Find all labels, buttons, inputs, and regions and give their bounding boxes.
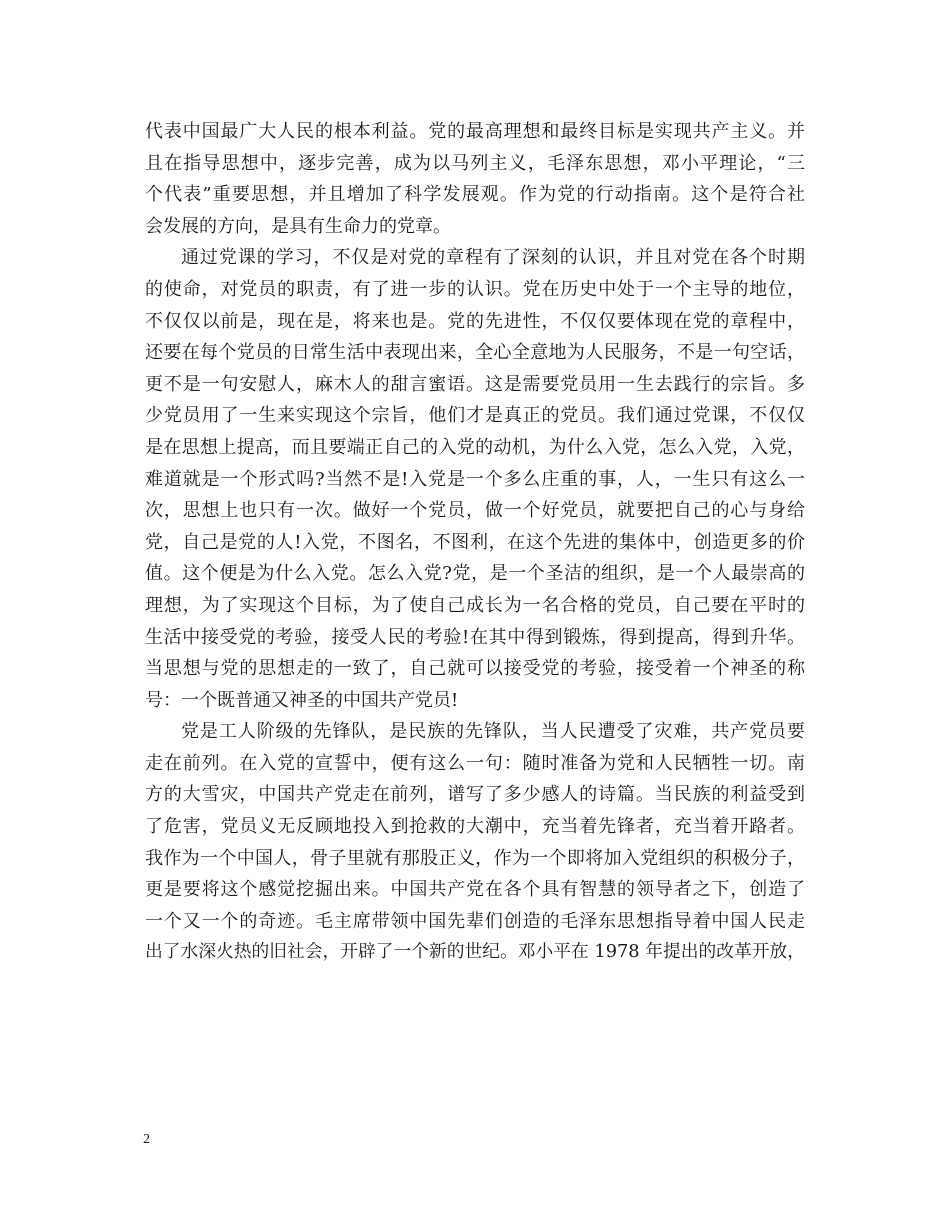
text-line: 难道就是一个形式吗?当然不是!入党是一个多么庄重的事，人，一生只有这么一 (145, 468, 805, 490)
paragraph (145, 116, 805, 242)
text-line: 值。这个便是为什么入党。怎么入党?党，是一个圣洁的组织，是一个人最崇高的 (145, 563, 805, 585)
text-line: 且在指导思想中，逐步完善，成为以马列主义，毛泽东思想，邓小平理论，“三 (145, 152, 805, 174)
text-line: 党，自己是党的人!入党，不图名，不图利，在这个先进的集体中，创造更多的价 (145, 531, 805, 553)
text-line: 个代表”重要思想，并且增加了科学发展观。作为党的行动指南。这个是符合社 (145, 184, 805, 206)
text-line: 一个又一个的奇迹。毛主席带领中国先辈们创造的毛泽东思想指导着中国人民走 (145, 910, 805, 932)
text-line: 当思想与党的思想走的一致了，自己就可以接受党的考验，接受着一个神圣的称 (145, 658, 805, 680)
text-line: 代表中国最广大人民的根本利益。党的最高理想和最终目标是实现共产主义。并 (145, 121, 805, 142)
text-line: 方的大雪灾，中国共产党走在前列，谱写了多少感人的诗篇。当民族的利益受到 (145, 784, 805, 806)
text-line: 理想，为了实现这个目标，为了使自己成长为一名合格的党员，自己要在平时的 (145, 594, 805, 616)
text-line: 是在思想上提高，而且要端正自己的入党的动机，为什么入党，怎么入党，入党， (145, 436, 805, 458)
text-line: 通过党课的学习，不仅是对党的章程有了深刻的认识，并且对党在各个时期 (181, 247, 805, 269)
text-line: 出了水深火热的旧社会，开辟了一个新的世纪。邓小平在 1978 年提出的改革开放， (145, 942, 805, 963)
text-line: 党是工人阶级的先锋队，是民族的先锋队，当人民遭受了灾难，共产党员要 (181, 721, 805, 743)
paragraph (145, 716, 805, 969)
text-line: 不仅仅以前是，现在是，将来也是。党的先进性，不仅仅要体现在党的章程中， (145, 310, 805, 332)
text-line: 走在前列。在入党的宣誓中，便有这么一句：随时准备为党和人民牺牲一切。南 (145, 752, 805, 774)
body-text (145, 116, 805, 969)
text-line: 生活中接受党的考验，接受人民的考验!在其中得到锻炼，得到提高，得到升华。 (145, 626, 805, 648)
text-line: 的使命，对党员的职责，有了进一步的认识。党在历史中处于一个主导的地位， (145, 278, 805, 300)
text-line: 号：一个既普通又神圣的中国共产党员! (145, 689, 459, 711)
text-line: 我作为一个中国人，骨子里就有那股正义，作为一个即将加入党组织的积极分子， (145, 847, 805, 869)
text-line: 少党员用了一生来实现这个宗旨，他们才是真正的党员。我们通过党课，不仅仅 (145, 405, 805, 427)
paragraph (145, 242, 805, 716)
text-line: 更不是一句安慰人，麻木人的甜言蜜语。这是需要党员用一生去践行的宗旨。多 (145, 373, 805, 395)
text-line: 会发展的方向，是具有生命力的党章。 (145, 215, 451, 237)
text-line: 了危害，党员义无反顾地投入到抢救的大潮中，充当着先锋者，充当着开路者。 (145, 816, 805, 838)
text-line: 还要在每个党员的日常生活中表现出来，全心全意地为人民服务，不是一句空话， (145, 342, 805, 364)
text-line: 次，思想上也只有一次。做好一个党员，做一个好党员，就要把自己的心与身给 (145, 500, 805, 522)
text-line: 更是要将这个感觉挖掘出来。中国共产党在各个具有智慧的领导者之下，创造了 (145, 879, 805, 901)
page-number: 2 (143, 1132, 150, 1147)
